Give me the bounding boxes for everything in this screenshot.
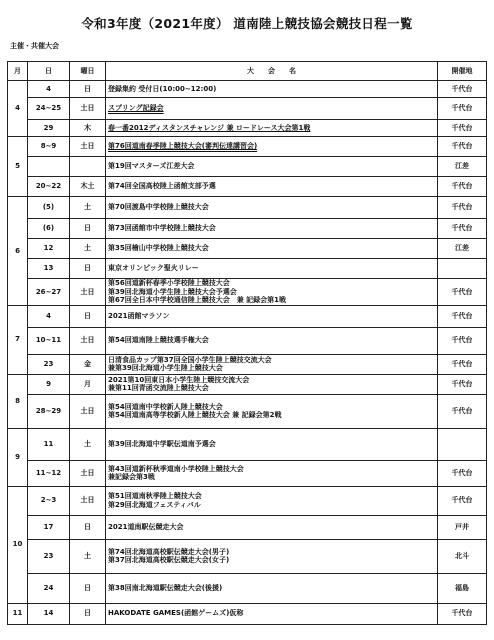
event-cell bbox=[106, 120, 438, 137]
date-cell: 17 bbox=[28, 515, 70, 539]
date-cell: 9 bbox=[28, 374, 70, 394]
venue-cell: 千代台 bbox=[438, 120, 487, 137]
month-cell: 8 bbox=[8, 374, 28, 428]
event-name: 第19回マスターズ江差大会 bbox=[108, 162, 195, 171]
weekday-cell: 土日 bbox=[70, 279, 106, 306]
table-row bbox=[8, 374, 487, 394]
venue-cell: 江差 bbox=[438, 157, 487, 177]
table-row bbox=[8, 305, 487, 327]
event-cell bbox=[106, 573, 438, 603]
table-row bbox=[8, 239, 487, 259]
weekday-cell: 日 bbox=[70, 259, 106, 279]
event-cell bbox=[106, 157, 438, 177]
month-cell: 7 bbox=[8, 305, 28, 374]
event-cell bbox=[106, 354, 438, 374]
event-name: 第74回北海道高校駅伝競走大会(男子) bbox=[108, 547, 230, 556]
event-name: 第39回北海道小学生陸上競技大会予選会 bbox=[108, 287, 237, 296]
venue-cell: 千代台 bbox=[438, 460, 487, 486]
event-cell bbox=[106, 305, 438, 327]
weekday-cell: 土日 bbox=[70, 486, 106, 515]
event-name: 第38回南北海道駅伝競走大会(後援) bbox=[108, 583, 223, 592]
event-name: 第35回檜山中学校陸上競技大会 bbox=[108, 244, 209, 253]
date-cell bbox=[28, 157, 70, 177]
table-row bbox=[8, 137, 487, 157]
table-header-row bbox=[8, 62, 487, 81]
venue-cell bbox=[438, 259, 487, 279]
table-row bbox=[8, 539, 487, 573]
event-cell bbox=[106, 219, 438, 239]
date-cell: 10~11 bbox=[28, 327, 70, 354]
date-cell: 4 bbox=[28, 81, 70, 98]
event-name: 第74回全国高校陸上函館支部予選 bbox=[108, 182, 216, 191]
section-subtitle: 主催・共催大会 bbox=[10, 42, 59, 50]
weekday-cell: 日 bbox=[70, 515, 106, 539]
event-cell bbox=[106, 515, 438, 539]
weekday-cell: 日 bbox=[70, 219, 106, 239]
table-row bbox=[8, 460, 487, 486]
weekday-cell: 土 bbox=[70, 428, 106, 460]
table-row bbox=[8, 81, 487, 98]
event-cell bbox=[106, 327, 438, 354]
weekday-cell: 日 bbox=[70, 305, 106, 327]
date-cell: 24 bbox=[28, 573, 70, 603]
month-cell: 10 bbox=[8, 486, 28, 603]
venue-cell: 千代台 bbox=[438, 374, 487, 394]
event-name: 2021函館マラソン bbox=[108, 311, 170, 320]
table-row bbox=[8, 177, 487, 197]
date-cell: 24~25 bbox=[28, 98, 70, 120]
venue-cell: 千代台 bbox=[438, 394, 487, 428]
event-cell bbox=[106, 603, 438, 624]
weekday-cell bbox=[70, 157, 106, 177]
weekday-cell: 金 bbox=[70, 354, 106, 374]
venue-cell: 千代台 bbox=[438, 327, 487, 354]
venue-cell: 千代台 bbox=[438, 305, 487, 327]
date-cell: 26~27 bbox=[28, 279, 70, 306]
table-row bbox=[8, 428, 487, 460]
event-name: 第29回北海道フェスティバル bbox=[108, 500, 201, 509]
date-cell: 8~9 bbox=[28, 137, 70, 157]
event-cell bbox=[106, 539, 438, 573]
event-name: 春一番2012ディスタンスチャレンジ 兼 ロードレース大会第1戦 bbox=[108, 123, 311, 132]
date-cell: 29 bbox=[28, 120, 70, 137]
date-cell: 11 bbox=[28, 428, 70, 460]
event-name: 第56回道新杯春季小学校陸上競技大会 bbox=[108, 279, 230, 287]
header-event: 大 会 名 bbox=[106, 62, 438, 81]
table-row bbox=[8, 573, 487, 603]
weekday-cell: 土 bbox=[70, 239, 106, 259]
month-cell: 9 bbox=[8, 428, 28, 486]
event-name: 兼第11回青函交流陸上競技大会 bbox=[108, 384, 209, 392]
weekday-cell: 土日 bbox=[70, 137, 106, 157]
date-cell: 23 bbox=[28, 539, 70, 573]
date-cell: 28~29 bbox=[28, 394, 70, 428]
venue-cell bbox=[438, 428, 487, 460]
schedule-table bbox=[7, 61, 487, 625]
date-cell: 20~22 bbox=[28, 177, 70, 197]
event-cell bbox=[106, 460, 438, 486]
weekday-cell: 土日 bbox=[70, 98, 106, 120]
table-row bbox=[8, 98, 487, 120]
venue-cell: 千代台 bbox=[438, 197, 487, 219]
event-name: スプリング記録会 bbox=[108, 104, 164, 113]
date-cell: 11~12 bbox=[28, 460, 70, 486]
weekday-cell: 土日 bbox=[70, 460, 106, 486]
event-name: 第54回道南高等学校新人陸上競技大会 兼 記録会第2戦 bbox=[108, 411, 282, 419]
weekday-cell: 土 bbox=[70, 197, 106, 219]
date-cell: 12 bbox=[28, 239, 70, 259]
event-name: 第70回渡島中学校陸上競技大会 bbox=[108, 203, 209, 212]
venue-cell: 千代台 bbox=[438, 279, 487, 306]
table-row bbox=[8, 354, 487, 374]
table-row bbox=[8, 603, 487, 624]
table-row bbox=[8, 486, 487, 515]
month-cell: 5 bbox=[8, 137, 28, 197]
event-name: 日清食品カップ第37回全国小学生陸上競技交流大会 bbox=[108, 355, 272, 364]
event-cell bbox=[106, 239, 438, 259]
header-dow: 曜日 bbox=[70, 62, 106, 81]
table-row bbox=[8, 394, 487, 428]
page-title: 令和3年度（2021年度） 道南陸上競技協会競技日程一覧 bbox=[81, 16, 413, 31]
weekday-cell: 月 bbox=[70, 374, 106, 394]
event-name: 第43回道新杯秋季道南小学校陸上競技大会 bbox=[108, 464, 244, 473]
event-name: 東京オリンピック聖火リレー bbox=[108, 264, 199, 273]
event-name: 第73回函館市中学校陸上競技大会 bbox=[108, 224, 216, 233]
event-cell bbox=[106, 279, 438, 306]
weekday-cell: 土日 bbox=[70, 394, 106, 428]
table-row bbox=[8, 219, 487, 239]
event-cell bbox=[106, 81, 438, 98]
venue-cell: 千代台 bbox=[438, 603, 487, 624]
weekday-cell: 木土 bbox=[70, 177, 106, 197]
event-name: 第37回北海道高校駅伝競走大会(女子) bbox=[108, 556, 230, 564]
event-name: 第39回北海道中学駅伝道南予選会 bbox=[108, 439, 216, 448]
event-cell bbox=[106, 137, 438, 157]
venue-cell: 千代台 bbox=[438, 219, 487, 239]
date-cell: 23 bbox=[28, 354, 70, 374]
event-name: 第51回道南秋季陸上競技大会 bbox=[108, 492, 202, 500]
weekday-cell: 日 bbox=[70, 81, 106, 98]
header-date: 日 bbox=[28, 62, 70, 81]
weekday-cell: 日 bbox=[70, 603, 106, 624]
venue-cell: 千代台 bbox=[438, 81, 487, 98]
event-name: 第54回道南中学校新人陸上競技大会 bbox=[108, 402, 223, 411]
schedule-body bbox=[8, 81, 487, 625]
event-cell bbox=[106, 394, 438, 428]
event-name: 2021第10回東日本小学生陸上競技交流大会 bbox=[108, 375, 250, 384]
weekday-cell: 土 bbox=[70, 539, 106, 573]
month-cell: 6 bbox=[8, 197, 28, 306]
table-row bbox=[8, 515, 487, 539]
table-row bbox=[8, 197, 487, 219]
venue-cell: 北斗 bbox=[438, 539, 487, 573]
month-cell: 11 bbox=[8, 603, 28, 624]
event-name: 2021道南駅伝競走大会 bbox=[108, 522, 184, 531]
venue-cell: 千代台 bbox=[438, 354, 487, 374]
venue-cell: 戸井 bbox=[438, 515, 487, 539]
event-cell bbox=[106, 177, 438, 197]
event-name: 兼記録会第3戦 bbox=[108, 473, 155, 481]
weekday-cell: 土日 bbox=[70, 327, 106, 354]
event-cell bbox=[106, 374, 438, 394]
date-cell: (5) bbox=[28, 197, 70, 219]
date-cell: 4 bbox=[28, 305, 70, 327]
venue-cell: 千代台 bbox=[438, 137, 487, 157]
table-row bbox=[8, 157, 487, 177]
header-month: 月 bbox=[8, 62, 28, 81]
weekday-cell: 日 bbox=[70, 573, 106, 603]
event-name: 第67回全日本中学校通信陸上競技大会 兼 記録会第1戦 bbox=[108, 296, 287, 304]
table-row bbox=[8, 327, 487, 354]
date-cell: 2~3 bbox=[28, 486, 70, 515]
month-cell: 4 bbox=[8, 81, 28, 137]
event-name: HAKODATE GAMES(函館ゲームズ)仮称 bbox=[108, 609, 244, 618]
event-name: 登録集約 受付日(10:00~12:00) bbox=[108, 84, 217, 93]
weekday-cell: 木 bbox=[70, 120, 106, 137]
venue-cell: 江差 bbox=[438, 239, 487, 259]
date-cell: 13 bbox=[28, 259, 70, 279]
header-venue: 開催地 bbox=[438, 62, 487, 81]
event-name: 兼第39回北海道小学生陸上競技大会 bbox=[108, 364, 223, 372]
event-cell bbox=[106, 486, 438, 515]
event-name: 第76回道南春季陸上競技大会(審判伝達講習会) bbox=[108, 142, 258, 151]
event-cell bbox=[106, 98, 438, 120]
event-cell bbox=[106, 428, 438, 460]
event-name: 第54回道南陸上競技選手権大会 bbox=[108, 336, 209, 345]
venue-cell: 千代台 bbox=[438, 177, 487, 197]
date-cell: 14 bbox=[28, 603, 70, 624]
table-row bbox=[8, 259, 487, 279]
venue-cell: 千代台 bbox=[438, 486, 487, 515]
date-cell: (6) bbox=[28, 219, 70, 239]
venue-cell: 千代台 bbox=[438, 98, 487, 120]
table-row bbox=[8, 120, 487, 137]
table-row bbox=[8, 279, 487, 306]
event-cell bbox=[106, 259, 438, 279]
event-cell bbox=[106, 197, 438, 219]
venue-cell: 福島 bbox=[438, 573, 487, 603]
